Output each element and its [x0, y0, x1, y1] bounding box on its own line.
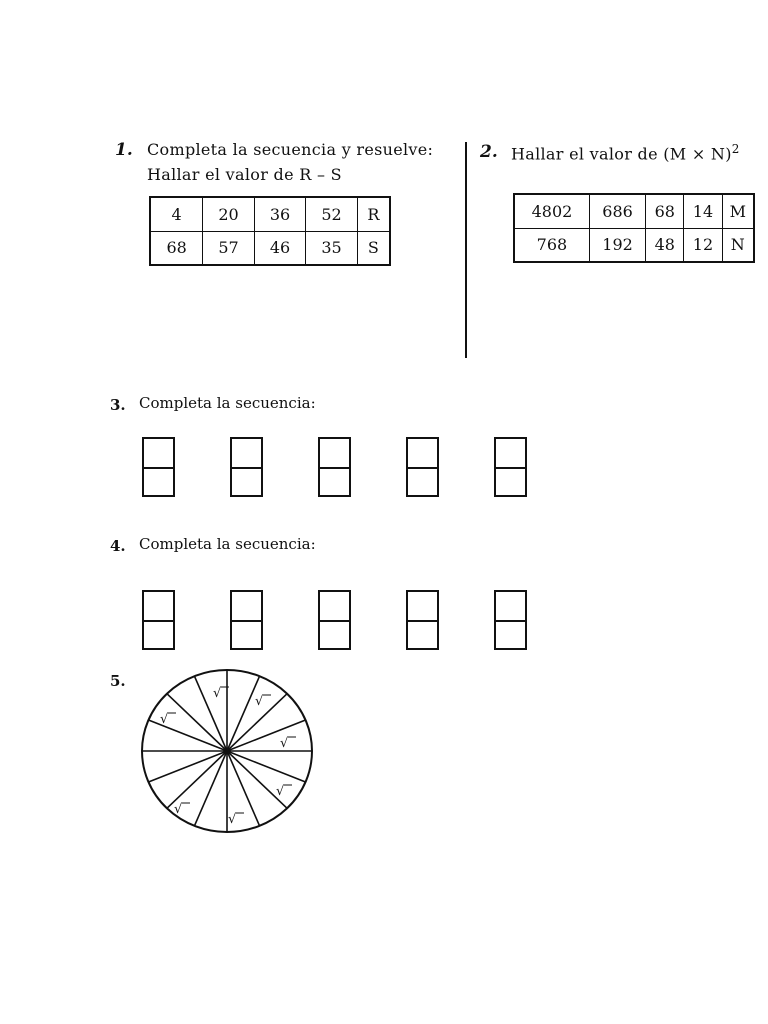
question-5-number: 5. — [110, 672, 126, 690]
domino-blank[interactable] — [142, 437, 175, 497]
root-sign: √ — [160, 712, 169, 727]
table-cell: 68 — [150, 231, 203, 265]
question-4-text: Completa la secuencia: — [139, 535, 316, 553]
domino-blank[interactable] — [494, 437, 527, 497]
table-cell: 20 — [203, 197, 255, 231]
root-sign: √ — [280, 736, 289, 751]
table-cell: 68 — [646, 194, 684, 228]
root-wheel — [130, 665, 330, 845]
table-cell: 52 — [306, 197, 358, 231]
question-2-exponent: 2 — [731, 142, 740, 156]
column-divider — [465, 142, 467, 358]
wheel-spoke — [167, 751, 227, 808]
root-sign: √ — [174, 802, 183, 817]
question-4-number: 4. — [110, 537, 126, 555]
table-cell: 12 — [684, 228, 722, 262]
root-sign: √ — [228, 812, 237, 827]
table-row — [150, 231, 390, 265]
table-cell: M — [722, 194, 754, 228]
table-cell: 686 — [589, 194, 645, 228]
domino-blank[interactable] — [494, 590, 527, 650]
wheel-spoke — [167, 694, 227, 751]
question-2-text-main: Hallar el valor de (M × N) — [511, 144, 732, 164]
root-sign: √ — [255, 694, 264, 709]
table-cell: 4802 — [514, 194, 589, 228]
table-cell: N — [722, 228, 754, 262]
domino-blank[interactable] — [318, 590, 351, 650]
question-3-text: Completa la secuencia: — [139, 394, 316, 412]
table-cell: 14 — [684, 194, 722, 228]
question-2-number: 2. — [480, 142, 498, 162]
domino-blank[interactable] — [406, 590, 439, 650]
table-cell: 36 — [254, 197, 306, 231]
table-row — [514, 194, 754, 228]
domino-blank[interactable] — [406, 437, 439, 497]
domino-blank[interactable] — [318, 437, 351, 497]
table-cell: 4 — [150, 197, 203, 231]
wheel-spokes — [142, 670, 312, 832]
question-1-table — [149, 196, 391, 266]
question-3-number: 3. — [110, 396, 126, 414]
table-cell: 192 — [589, 228, 645, 262]
table-cell: 57 — [203, 231, 255, 265]
table-cell: S — [357, 231, 390, 265]
question-1-number: 1. — [115, 140, 133, 160]
table-cell: 768 — [514, 228, 589, 262]
table-cell: 48 — [646, 228, 684, 262]
question-2-table — [513, 193, 755, 263]
root-sign: √ — [276, 784, 285, 799]
question-2-text — [511, 142, 740, 163]
table-cell: 35 — [306, 231, 358, 265]
table-row — [514, 228, 754, 262]
domino-blank[interactable] — [142, 590, 175, 650]
table-cell: 46 — [254, 231, 306, 265]
wheel-spoke — [227, 751, 287, 808]
table-row — [150, 197, 390, 231]
question-1-line1: Completa la secuencia y resuelve: — [147, 140, 434, 159]
domino-blank[interactable] — [230, 437, 263, 497]
question-1-line2: Hallar el valor de R – S — [147, 165, 342, 184]
domino-blank[interactable] — [230, 590, 263, 650]
table-cell: R — [357, 197, 390, 231]
root-sign: √ — [213, 686, 222, 701]
